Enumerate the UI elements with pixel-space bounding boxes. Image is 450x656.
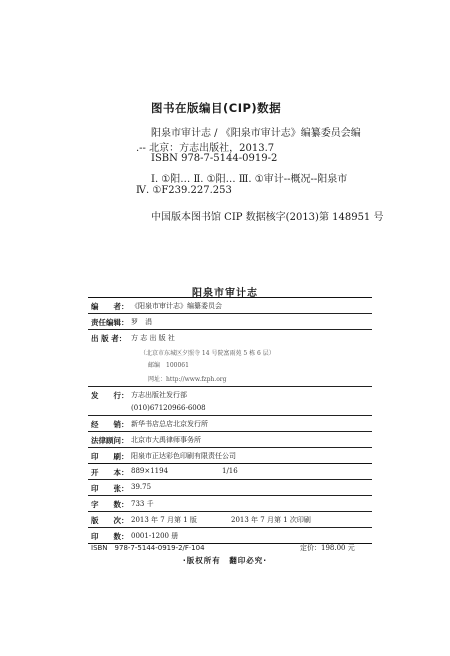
format-label: 开 本： <box>91 468 129 477</box>
distributor-phone: (010)67120966-6008 <box>131 404 206 412</box>
isbn-price-line <box>91 543 205 553</box>
publisher-address: （北京市东城区夕照寺 14 号院富雨苑 5 栋 6 层） <box>140 350 275 357</box>
divider <box>88 297 372 298</box>
price-label: 定价： <box>300 544 321 552</box>
printer-value: 阳泉市正达彩色印刷有限责任公司 <box>131 452 236 460</box>
publisher-label: 出 版 者： <box>91 334 127 343</box>
price-value: 198.00 元 <box>321 544 355 552</box>
cip-data-number-line: 中国版本图书馆 CIP 数据核字(2013)第 148951 号 <box>151 212 384 223</box>
divider <box>88 527 372 528</box>
publisher-website: 网址：http://www.fzph.org <box>148 376 227 383</box>
divider <box>88 447 372 448</box>
divider <box>88 495 372 496</box>
cip-class-number-line: Ⅳ. ①F239.227.253 <box>136 185 232 196</box>
cip-classification-line: Ⅰ. ①阳… Ⅱ. ①阳… Ⅲ. ①审计--概况--阳泉市 <box>151 174 348 185</box>
distributor-value: 方志出版社发行部 <box>131 391 187 399</box>
publisher-value: 方 志 出 版 社 <box>131 334 175 342</box>
isbn-line: ISBN 978-7-5144-0919-2/F·104 <box>91 544 205 552</box>
responsible-editor-label: 责任编辑： <box>91 318 129 327</box>
printer-label: 印 刷： <box>91 452 129 461</box>
divider <box>88 329 372 330</box>
divider <box>88 386 372 387</box>
edition-value: 2013 年 7 月第 1 版 <box>131 516 197 524</box>
format-value: 889×1194 <box>131 467 169 475</box>
edition-label: 版 次： <box>91 516 129 525</box>
divider <box>88 463 372 464</box>
divider <box>88 431 372 432</box>
cip-publisher-line: .-- 北京：方志出版社，2013.7 <box>136 143 275 154</box>
format-fold: 1/16 <box>222 467 238 475</box>
sheets-label: 印 张： <box>91 484 129 493</box>
editor-value: 《阳泉市审计志》编纂委员会 <box>131 302 222 310</box>
divider <box>88 313 372 314</box>
distributor-label: 发 行： <box>91 391 129 400</box>
copyright-notice: ·版权所有 翻印必究· <box>182 556 268 565</box>
copies-value: 0001-1200 册 <box>131 532 179 540</box>
editor-label: 编 者： <box>91 302 129 311</box>
cip-title-line: 阳泉市审计志 / 《阳泉市审计志》编纂委员会编 <box>151 128 361 139</box>
price <box>300 543 355 553</box>
printing-value: 2013 年 7 月第 1 次印刷 <box>231 516 311 524</box>
word-count-value: 733 千 <box>131 500 154 508</box>
divider <box>88 511 372 512</box>
cip-heading: 图书在版编目(CIP)数据 <box>151 101 282 115</box>
seller-label: 经 销： <box>91 420 129 429</box>
word-count-label: 字 数： <box>91 500 129 509</box>
legal-adviser-label: 法律顾问： <box>91 436 129 445</box>
divider <box>88 479 372 480</box>
copies-label: 印 数： <box>91 532 129 541</box>
divider <box>88 415 372 416</box>
publisher-postcode: 邮编 100061 <box>148 362 189 369</box>
book-title: 阳泉市审计志 <box>192 288 258 299</box>
seller-value: 新华书店总店北京发行所 <box>131 420 208 428</box>
responsible-editor-value: 罗 涓 <box>131 318 152 326</box>
legal-adviser-value: 北京市大禹律师事务所 <box>131 436 201 444</box>
sheets-value: 39.75 <box>131 483 152 491</box>
cip-isbn-line: ISBN 978-7-5144-0919-2 <box>151 153 278 164</box>
